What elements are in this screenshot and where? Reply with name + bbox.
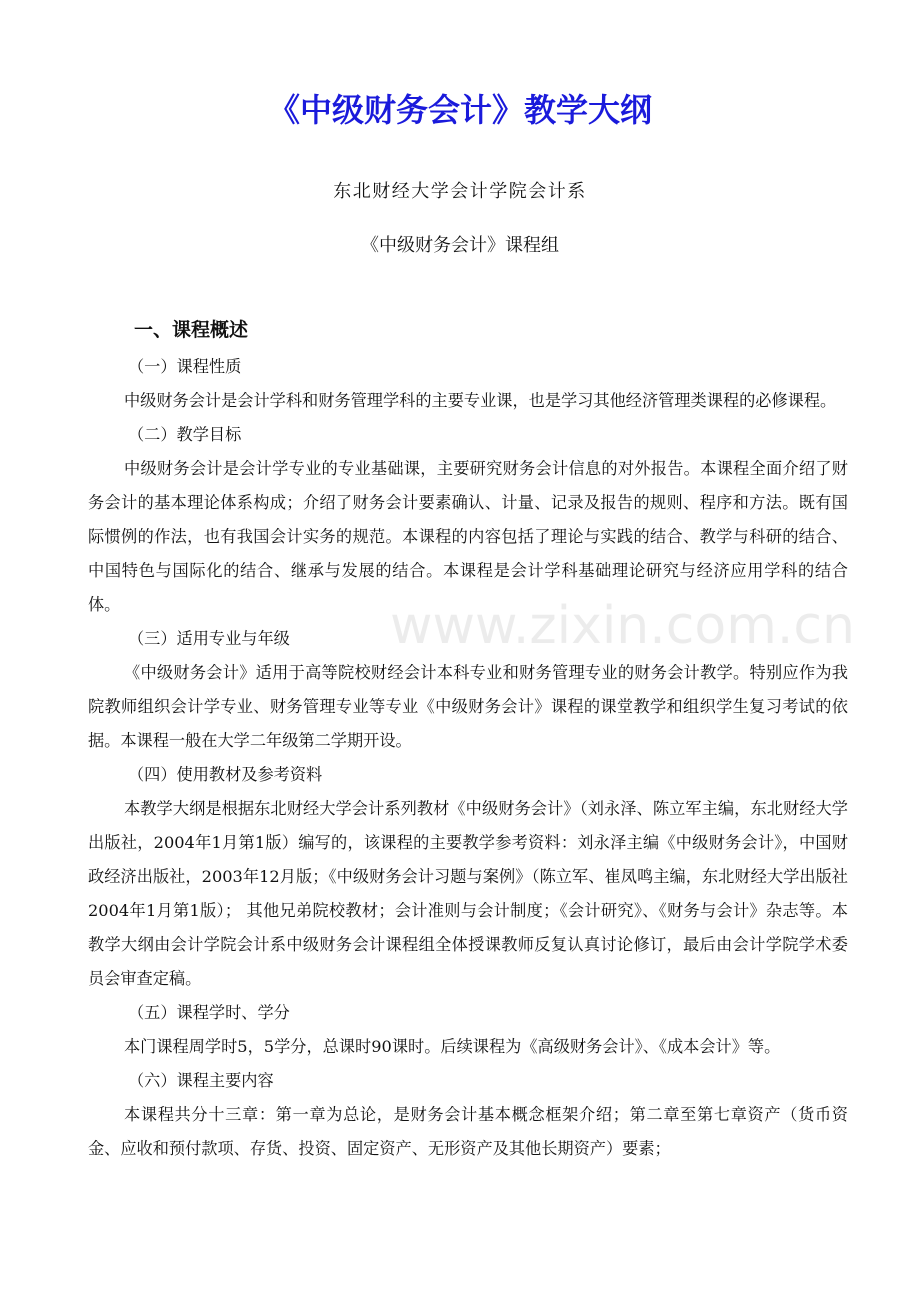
paragraph-hours-credits: 本门课程周学时5，5学分，总课时90课时。后续课程为《高级财务会计》、《成本会计》等。 (124, 1037, 781, 1056)
subsection-heading-applicable-majors: （三）适用专业与年级 (128, 629, 290, 648)
paragraph-nature: 中级财务会计是会计学科和财务管理学科的主要专业课，也是学习其他经济管理类课程的必修课程。 (124, 391, 837, 410)
paragraph-objectives: 中级财务会计是会计学专业的专业基础课，主要研究财务会计信息的对外报告。本课程全面介绍了财务会计的基本理论体系构成；介绍了财务会计要素确认、计量、记录及报告的规则、程序和方法。既有国际惯例的作法，也有我国会计实务的规范。本课程的内容包括了理论与实践的结合、教学与科研的结合、中国特色与国际化的结合、继承与发展的结合。本课程是会计学科基础理论研究与经济应用学科的结合体。 (88, 459, 848, 614)
watermark-text: www.zixin.com.cn (390, 596, 855, 656)
paragraph-applicable-majors: 《中级财务会计》适用于高等院校财经会计本科专业和财务管理专业的财务会计教学。特别应作为我院教师组织会计学专业、财务管理专业等专业《中级财务会计》课程的课堂教学和组织学生复习考试的依据。本课程一般在大学二年级第二学期开设。 (88, 663, 848, 750)
document-title: 《中级财务会计》教学大纲 (267, 91, 652, 129)
subsection-heading-objectives: （二）教学目标 (128, 425, 242, 444)
paragraph-main-content: 本课程共分十三章：第一章为总论，是财务会计基本概念框架介绍；第二章至第七章资产（货币资金、应收和预付款项、存货、投资、固定资产、无形资产及其他长期资产）要素； (88, 1105, 848, 1158)
subsection-heading-textbooks: （四）使用教材及参考资料 (128, 765, 323, 784)
course-group-name: 《中级财务会计》课程组 (361, 235, 559, 256)
department-name: 东北财经大学会计学院会计系 (333, 181, 587, 202)
subsection-heading-nature: （一）课程性质 (128, 357, 242, 376)
paragraph-textbooks: 本教学大纲是根据东北财经大学会计系列教材《中级财务会计》（刘永泽、陈立军主编，东北财经大学出版社，2004年1月第1版）编写的，该课程的主要教学参考资料：刘永泽主编《中级财务会计》，中国财政经济出版社，2003年12月版；《中级财务会计习题与案例》（陈立军、崔凤鸣主编，东北财经大学出版社2004年1月第1版）； 其他兄弟院校教材；会计准则与会计制度；《会计研究》、《财务与会计》杂志等。本教学大纲由会计学院会计系中级财务会计课程组全体授课教师反复认真讨论修订，最后由会计学院学术委员会审查定稿。 (88, 799, 848, 988)
section-heading-overview: 一、课程概述 (134, 319, 249, 341)
subsection-heading-main-content: （六）课程主要内容 (128, 1071, 274, 1090)
section-content (88, 350, 848, 1166)
subsection-heading-hours-credits: （五）课程学时、学分 (128, 1003, 290, 1022)
